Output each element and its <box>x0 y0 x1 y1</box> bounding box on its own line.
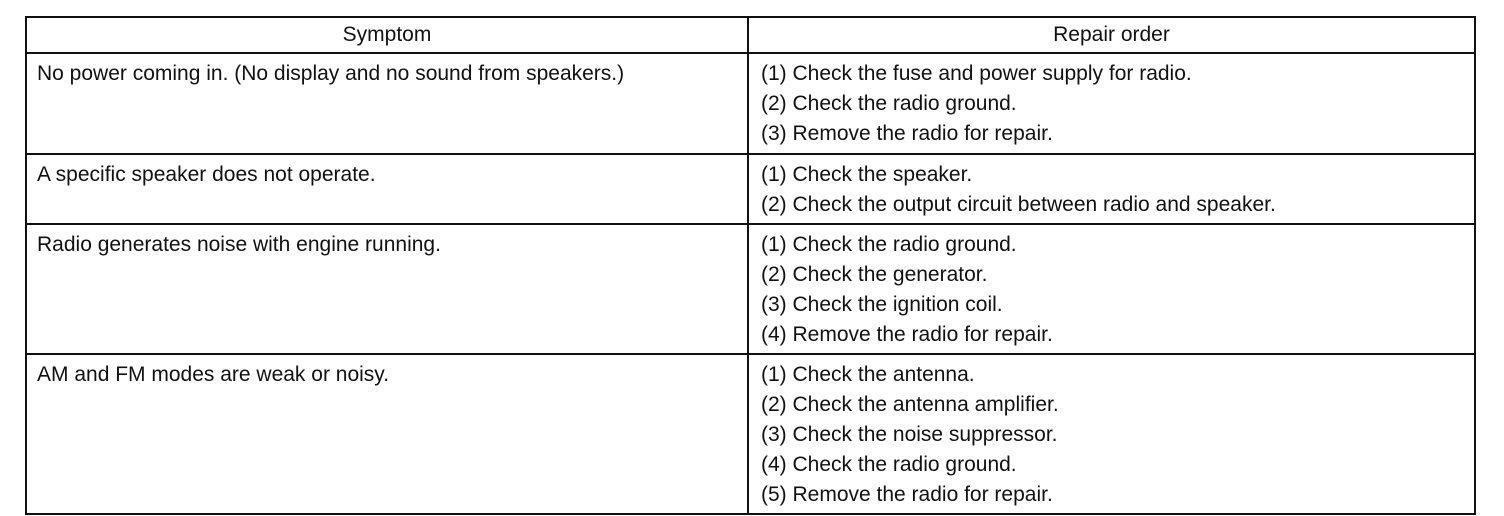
repair-order-cell <box>748 354 1475 514</box>
table-row <box>26 224 1475 354</box>
symptom-cell <box>26 224 748 354</box>
repair-step: (5) Remove the radio for repair. <box>761 483 1053 506</box>
repair-step: (1) Check the fuse and power supply for radio. <box>761 62 1192 85</box>
repair-order-cell <box>748 154 1475 224</box>
repair-step: (1) Check the speaker. <box>761 163 973 186</box>
troubleshooting-table <box>25 16 1476 515</box>
repair-step: (3) Check the noise suppressor. <box>761 423 1058 446</box>
repair-step: (2) Check the antenna amplifier. <box>761 393 1059 416</box>
repair-steps-list <box>749 54 1474 152</box>
symptom-cell <box>26 53 748 154</box>
symptom-text: No power coming in. (No display and no sound from speakers.) <box>37 62 625 85</box>
table-row <box>26 53 1475 154</box>
repair-order-cell <box>748 224 1475 354</box>
repair-step: (1) Check the antenna. <box>761 363 975 386</box>
repair-step: (1) Check the radio ground. <box>761 233 1017 256</box>
repair-step: (2) Check the output circuit between radio and speaker. <box>761 193 1276 216</box>
table-row <box>26 354 1475 514</box>
repair-step: (3) Remove the radio for repair. <box>761 122 1053 145</box>
repair-order-cell <box>748 53 1475 154</box>
repair-order-header: Repair order <box>748 17 1475 53</box>
repair-steps-list <box>749 355 1474 513</box>
symptom-cell <box>26 354 748 514</box>
symptom-header: Symptom <box>26 17 748 53</box>
symptom-text: AM and FM modes are weak or noisy. <box>37 363 390 386</box>
repair-step: (2) Check the generator. <box>761 263 988 286</box>
repair-step: (3) Check the ignition coil. <box>761 293 1003 316</box>
symptom-text: Radio generates noise with engine running. <box>37 233 441 256</box>
repair-step: (2) Check the radio ground. <box>761 92 1017 115</box>
symptom-text: A specific speaker does not operate. <box>37 163 376 186</box>
repair-step: (4) Remove the radio for repair. <box>761 323 1053 346</box>
repair-steps-list <box>749 155 1474 223</box>
symptom-cell <box>26 154 748 224</box>
header-row <box>26 17 1475 53</box>
table-row <box>26 154 1475 224</box>
repair-steps-list <box>749 225 1474 353</box>
repair-step: (4) Check the radio ground. <box>761 453 1017 476</box>
